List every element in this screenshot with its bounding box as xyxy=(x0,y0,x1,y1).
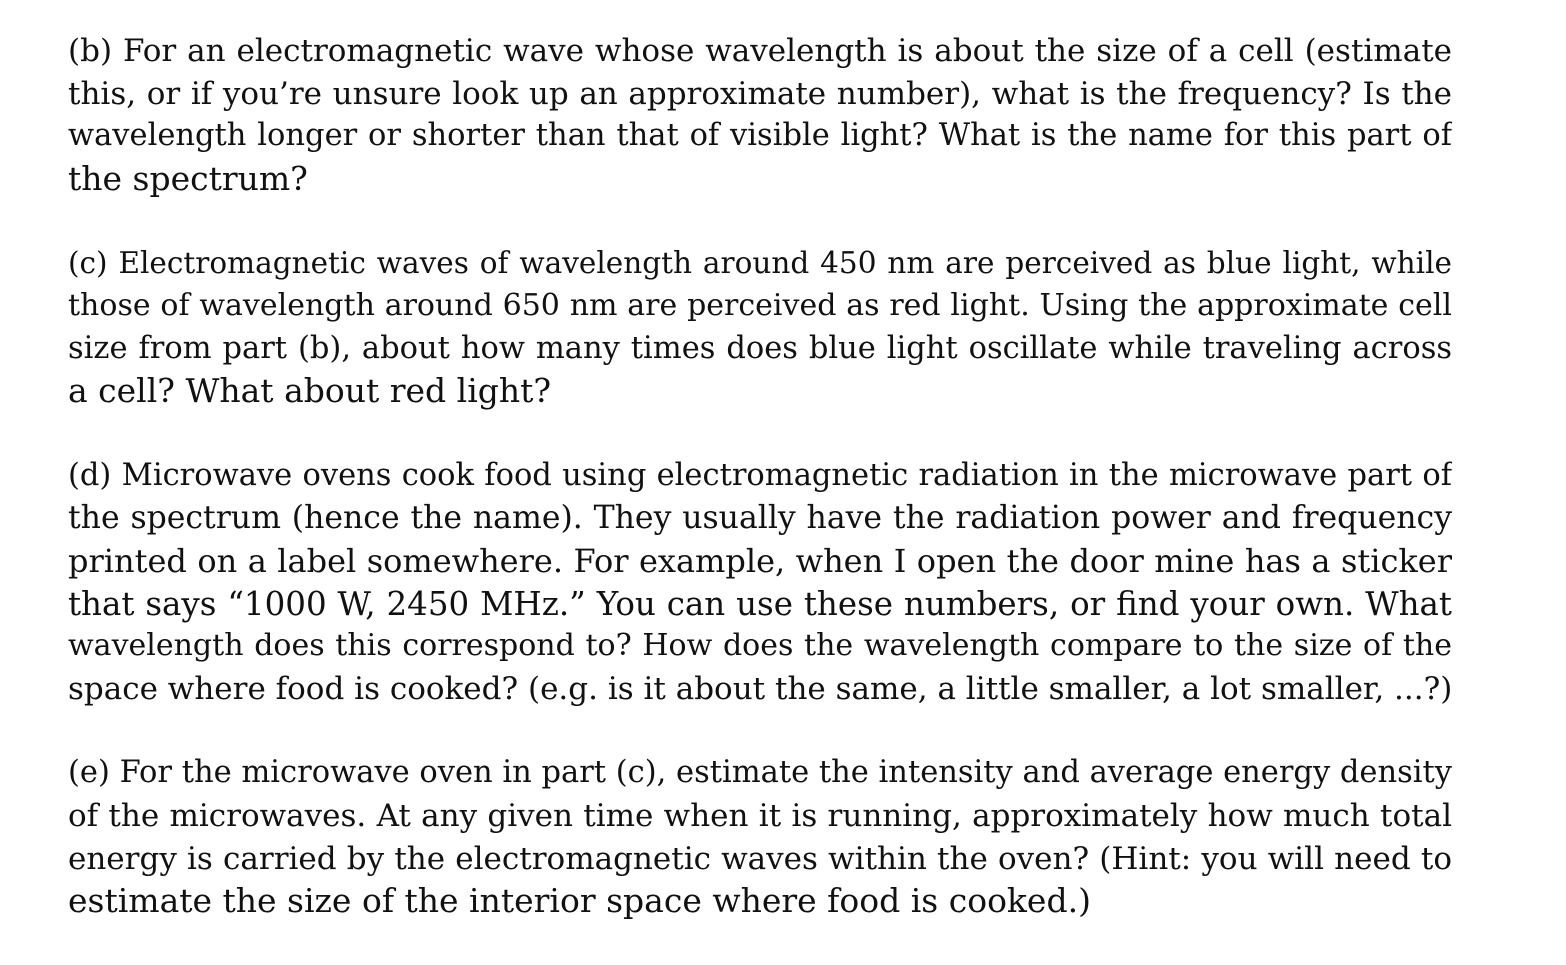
problem-line: (e) For the microwave oven in part (c), estimate the intensity and average energy density xyxy=(68,755,1452,791)
problem-line: wavelength longer or shorter than that of visible light? What is the name for this part of xyxy=(68,118,1452,154)
problem-set xyxy=(68,30,1452,965)
problem-line: (d) Microwave ovens cook food using electromagnetic radiation in the microwave part of xyxy=(68,457,1452,493)
problem-line: (c) Electromagnetic waves of wavelength around 450 nm are perceived as blue light, while xyxy=(68,246,1452,281)
problem-c xyxy=(68,242,1452,412)
problem-d xyxy=(68,455,1452,711)
problem-line: wavelength does this correspond to? How does the wavelength compare to the size of the xyxy=(68,628,1452,664)
problem-line: size from part (b), about how many times does blue light oscillate while traveling across xyxy=(68,330,1452,366)
problem-line: the spectrum? xyxy=(68,158,308,198)
problem-line: energy is carried by the electromagnetic waves within the oven? (Hint: you will need to xyxy=(68,840,1452,877)
problem-line: a cell? What about red light? xyxy=(68,371,552,411)
problem-line: this, or if you’re unsure look up an approximate number), what is the frequency? Is the xyxy=(68,75,1452,112)
problem-line: space where food is cooked? (e.g. is it about the same, a little smaller, a lot smaller, ...?) xyxy=(68,670,1452,707)
problem-line: that says “1000 W, 2450 MHz.” You can use these numbers, or find your own. What xyxy=(68,584,1452,623)
problem-line: those of wavelength around 650 nm are perceived as red light. Using the approximate cell xyxy=(68,287,1452,323)
problem-line: (b) For an electromagnetic wave whose wavelength is about the size of a cell (estimate xyxy=(68,33,1452,69)
problem-b xyxy=(68,30,1452,200)
problem-line: of the microwaves. At any given time when it is running, approximately how much total xyxy=(68,797,1452,834)
problem-line: estimate the size of the interior space where food is cooked.) xyxy=(68,881,1091,921)
problem-line: the spectrum (hence the name). They usually have the radiation power and frequency xyxy=(68,500,1452,537)
problem-e xyxy=(68,752,1452,922)
problem-line: printed on a label somewhere. For example, when I open the door mine has a sticker xyxy=(68,541,1452,580)
